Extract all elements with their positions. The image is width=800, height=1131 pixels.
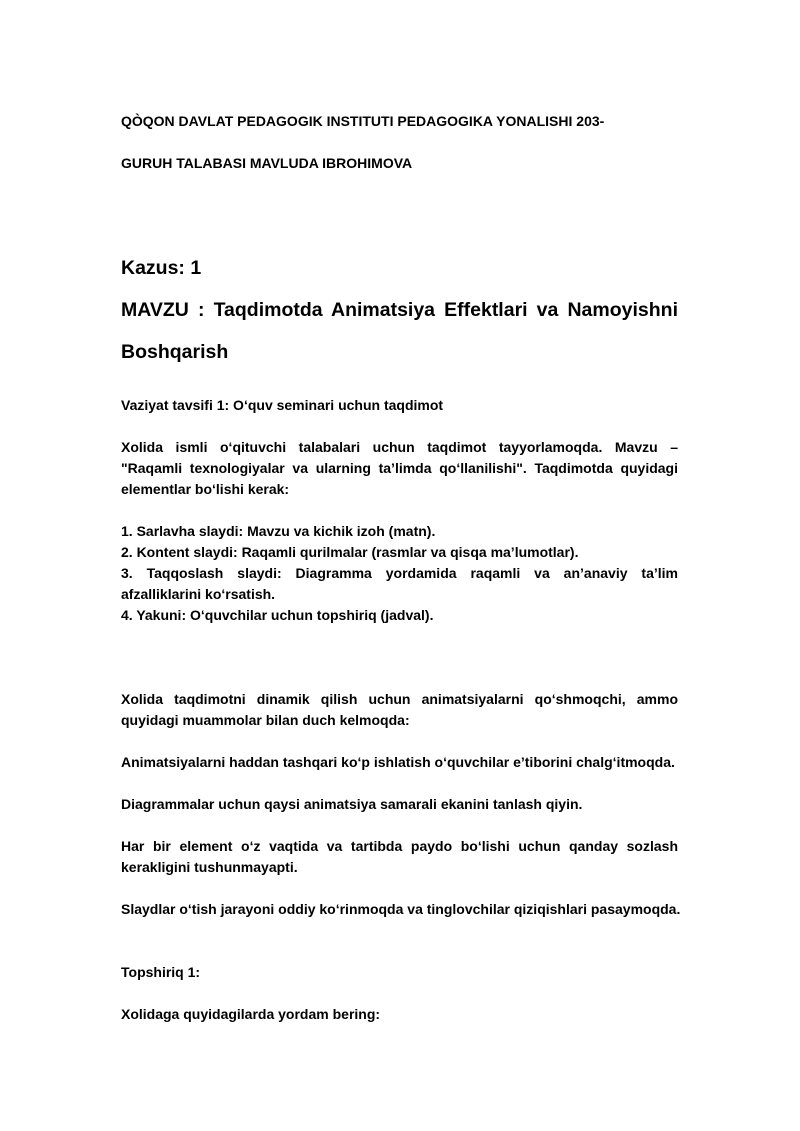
mavzu-heading-line-2: Boshqarish — [121, 341, 229, 363]
intro-line-1: Xolida ismli o‘qituvchi talabalari uchun taqdimot tayyorlamoqda. Mavzu – — [121, 439, 678, 455]
mavzu-heading-line-1: MAVZU : Taqdimotda Animatsiya Effektlari va Namoyishni — [121, 299, 678, 321]
list-item-3-line-1: 3. Taqqoslash slaydi: Diagramma yordamida raqamli va an’anaviy ta’lim — [121, 565, 678, 581]
task-title: Topshiriq 1: — [121, 964, 201, 980]
list-item-4: 4. Yakuni: O‘quvchilar uchun topshiriq (jadval). — [121, 607, 434, 623]
problem-line-1: Xolida taqdimotni dinamik qilish uchun animatsiyalarni qo‘shmoqchi, ammo — [121, 691, 678, 707]
list-item-2: 2. Kontent slaydi: Raqamli qurilmalar (rasmlar va qisqa ma’lumotlar). — [121, 544, 579, 560]
issue-1: Animatsiyalarni haddan tashqari ko‘p ishlatish o‘quvchilar e’tiborini chalg‘itmoqda. — [121, 754, 675, 770]
situation-title: Vaziyat tavsifi 1: O‘quv seminari uchun taqdimot — [121, 397, 444, 413]
header-line-2: GURUH TALABASI MAVLUDA IBROHIMOVA — [121, 155, 413, 171]
issue-4: Slaydlar o‘tish jarayoni oddiy ko‘rinmoqda va tinglovchilar qiziqishlari pasaymoqda. — [121, 901, 681, 917]
problem-line-2: quyidagi muammolar bilan duch kelmoqda: — [121, 712, 410, 728]
issue-3-line-1: Har bir element o‘z vaqtida va tartibda paydo bo‘lishi uchun qanday sozlash — [121, 838, 678, 854]
task-intro: Xolidaga quyidagilarda yordam bering: — [121, 1006, 381, 1022]
issue-2: Diagrammalar uchun qaysi animatsiya samarali ekanini tanlash qiyin. — [121, 796, 583, 812]
intro-line-2: "Raqamli texnologiyalar va ularning ta’limda qo‘llanilishi". Taqdimotda quyidagi — [121, 460, 678, 476]
header-line-1: QÒQON DAVLAT PEDAGOGIK INSTITUTI PEDAGOGIKA YONALISHI 203- — [121, 113, 605, 129]
kazus-heading: Kazus: 1 — [121, 257, 202, 279]
intro-line-3: elementlar bo‘lishi kerak: — [121, 481, 290, 497]
issue-3-line-2: kerakligini tushunmayapti. — [121, 859, 298, 875]
list-item-1: 1. Sarlavha slaydi: Mavzu va kichik izoh (matn). — [121, 523, 436, 539]
list-item-3-line-2: afzalliklarini ko‘rsatish. — [121, 586, 276, 602]
